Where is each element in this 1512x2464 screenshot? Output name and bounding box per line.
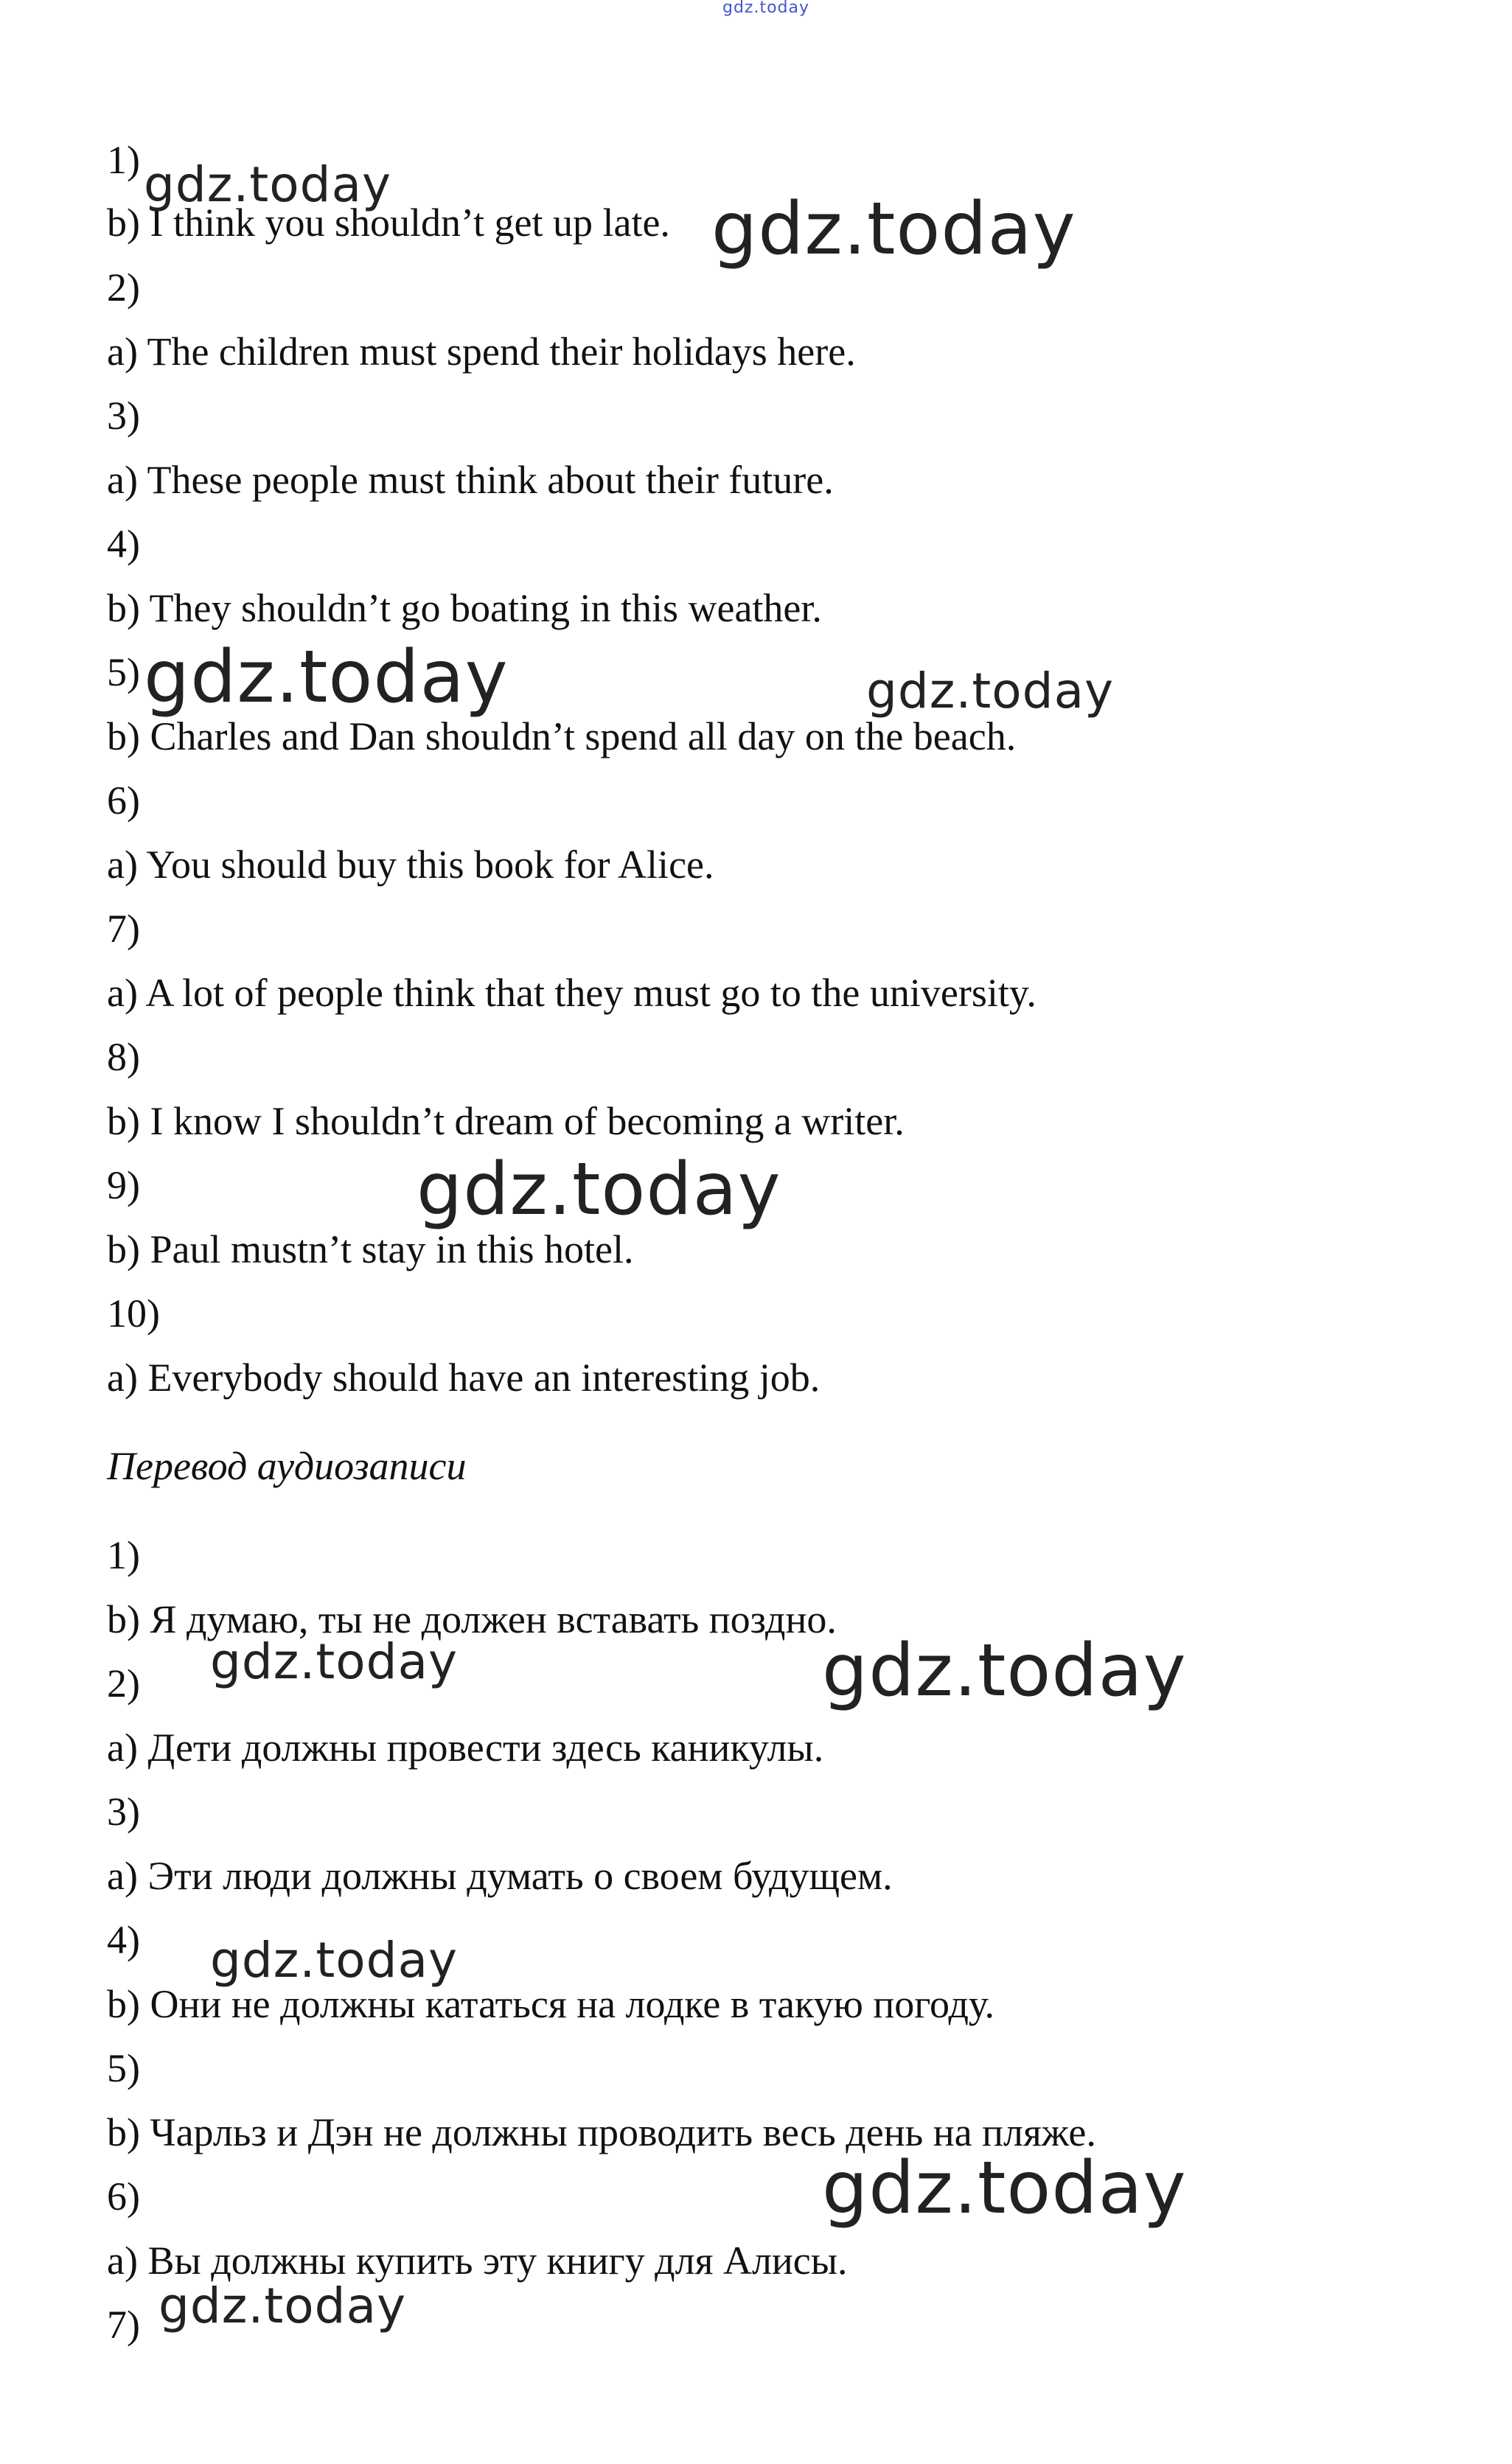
answer-text: b) Paul mustn’t stay in this hotel.: [107, 1227, 634, 1271]
item-number: 4): [107, 1918, 140, 1962]
answer-text: b) I think you shouldn’t get up late.: [107, 200, 670, 245]
answer-text: b) Я думаю, ты не должен вставать поздно.: [107, 1597, 837, 1641]
watermark: gdz.today: [822, 2146, 1187, 2230]
answer-text: a) The children must spend their holidays here.: [107, 329, 856, 374]
item-number: 1): [107, 138, 140, 182]
answer-text: a) A lot of people think that they must go to the university.: [107, 971, 1037, 1015]
watermark: gdz.today: [711, 187, 1076, 271]
answer-text: b) Чарльз и Дэн не должны проводить весь день на пляже.: [107, 2110, 1096, 2154]
item-number: 6): [107, 778, 140, 823]
item-number: 4): [107, 522, 140, 566]
section-heading: Перевод аудиозаписи: [107, 1444, 467, 1488]
item-number: 1): [107, 1533, 140, 1577]
watermark: gdz.today: [210, 1633, 459, 1690]
item-number: 5): [107, 2046, 140, 2090]
item-number: 2): [107, 1661, 140, 1706]
watermark: gdz.today: [822, 1629, 1187, 1713]
watermark: gdz.today: [144, 635, 509, 719]
answer-text: a) Everybody should have an interesting job.: [107, 1355, 821, 1400]
watermark: gdz.today: [158, 2278, 407, 2334]
item-number: 10): [107, 1291, 160, 1336]
watermark: gdz.today: [144, 156, 392, 213]
answer-text: b) They shouldn’t go boating in this weather.: [107, 586, 822, 630]
item-number: 2): [107, 265, 140, 310]
item-number: 7): [107, 907, 140, 951]
item-number: 7): [107, 2303, 140, 2347]
answer-text: a) Дети должны провести здесь каникулы.: [107, 1725, 824, 1770]
watermark: gdz.today: [210, 1932, 459, 1989]
item-number: 3): [107, 394, 140, 438]
answer-text: b) Charles and Dan shouldn’t spend all day on the beach.: [107, 714, 1017, 758]
item-number: 6): [107, 2174, 140, 2219]
answer-text: a) Эти люди должны думать о своем будущем.: [107, 1854, 893, 1898]
answer-text: b) I know I shouldn’t dream of becoming a writer.: [107, 1099, 905, 1143]
watermark: gdz.today: [722, 0, 810, 17]
answer-text: a) Вы должны купить эту книгу для Алисы.: [107, 2238, 848, 2283]
watermark: gdz.today: [417, 1148, 781, 1232]
watermark: gdz.today: [866, 663, 1115, 719]
answer-text: a) You should buy this book for Alice.: [107, 842, 714, 887]
answer-text: a) These people must think about their future.: [107, 458, 834, 502]
item-number: 8): [107, 1035, 140, 1079]
item-number: 5): [107, 650, 140, 694]
item-number: 9): [107, 1163, 140, 1207]
item-number: 3): [107, 1790, 140, 1834]
answer-text: b) Они не должны кататься на лодке в такую погоду.: [107, 1982, 995, 2026]
